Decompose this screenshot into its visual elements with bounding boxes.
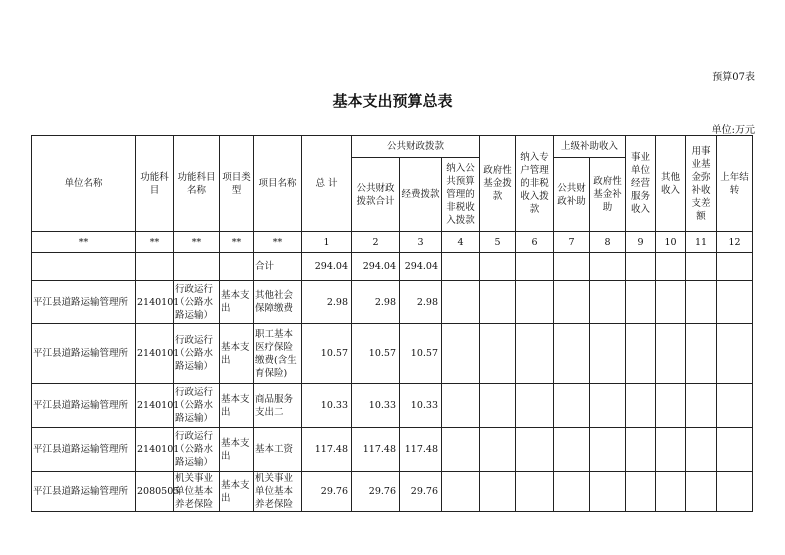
code-cell: 2080505 (136, 472, 174, 512)
total-public-value: 294.04 (352, 253, 400, 281)
index-cell: 3 (400, 232, 442, 253)
unit-cell: 平江县道路运输管理所 (32, 281, 136, 324)
header-unit-name: 单位名称 (32, 136, 136, 232)
total-cell: 10.33 (302, 384, 352, 428)
unit-cell: 平江县道路运输管理所 (32, 428, 136, 472)
public-total-cell: 117.48 (352, 428, 400, 472)
header-special-non-tax: 纳入专户管理的非税收入拨款 (516, 136, 554, 232)
header-func-code: 功能科目 (136, 136, 174, 232)
table-row (32, 281, 753, 324)
header-fund-offset: 用事业基金弥补收支差额 (686, 136, 717, 232)
total-label: 合计 (254, 253, 302, 281)
type-cell: 基本支出 (220, 428, 254, 472)
header-carryover: 上年结转 (717, 136, 753, 232)
index-cell: ** (254, 232, 302, 253)
type-cell: 基本支出 (220, 281, 254, 324)
unit-cell: 平江县道路运输管理所 (32, 324, 136, 384)
table-row (32, 324, 753, 384)
funds-cell: 10.33 (400, 384, 442, 428)
funds-cell: 29.76 (400, 472, 442, 512)
unit-cell: 平江县道路运输管理所 (32, 472, 136, 512)
index-cell: 6 (516, 232, 554, 253)
public-total-cell: 29.76 (352, 472, 400, 512)
public-total-cell: 10.57 (352, 324, 400, 384)
table-row (32, 384, 753, 428)
index-cell: 4 (442, 232, 480, 253)
index-cell: 10 (656, 232, 686, 253)
header-item-name: 项目名称 (254, 136, 302, 232)
index-row (32, 232, 753, 253)
item-cell: 其他社会保障缴费 (254, 281, 302, 324)
code-cell: 2140101 (136, 428, 174, 472)
funds-cell: 10.57 (400, 324, 442, 384)
code-cell: 2140101 (136, 384, 174, 428)
header-public-finance-total: 公共财政拨款合计 (352, 158, 400, 232)
total-cell: 10.57 (302, 324, 352, 384)
func-cell: 行政运行（公路水路运输） (174, 428, 220, 472)
type-cell: 基本支出 (220, 472, 254, 512)
total-value: 294.04 (302, 253, 352, 281)
header-gov-fund-subsidy: 政府性基金补助 (590, 158, 626, 232)
header-public-finance-subsidy: 公共财政补助 (554, 158, 590, 232)
funds-cell: 2.98 (400, 281, 442, 324)
budget-table (31, 135, 753, 512)
item-cell: 机关事业单位基本养老保险 (254, 472, 302, 512)
code-cell: 2140101 (136, 324, 174, 384)
header-item-type: 项目类型 (220, 136, 254, 232)
index-cell: 8 (590, 232, 626, 253)
item-cell: 商品服务支出二 (254, 384, 302, 428)
index-cell: 5 (480, 232, 516, 253)
func-cell: 行政运行（公路水路运输） (174, 384, 220, 428)
header-operating-funds: 经费拨款 (400, 158, 442, 232)
table-row (32, 472, 753, 512)
form-number: 预算07表 (712, 72, 755, 83)
index-cell: 7 (554, 232, 590, 253)
header-row-1 (32, 136, 753, 158)
public-total-cell: 10.33 (352, 384, 400, 428)
total-row (32, 253, 753, 281)
index-cell: 1 (302, 232, 352, 253)
type-cell: 基本支出 (220, 384, 254, 428)
header-superior-subsidy: 上级补助收入 (554, 136, 626, 158)
unit-cell: 平江县道路运输管理所 (32, 384, 136, 428)
func-cell: 机关事业单位基本养老保险 (174, 472, 220, 512)
type-cell: 基本支出 (220, 324, 254, 384)
public-total-cell: 2.98 (352, 281, 400, 324)
header-business-income: 事业单位经营服务收入 (626, 136, 656, 232)
index-cell: 12 (717, 232, 753, 253)
index-cell: 2 (352, 232, 400, 253)
table-row (32, 428, 753, 472)
total-cell: 2.98 (302, 281, 352, 324)
index-cell: ** (220, 232, 254, 253)
page-title: 基本支出预算总表 (332, 92, 453, 110)
index-cell: ** (174, 232, 220, 253)
index-cell: ** (136, 232, 174, 253)
header-gov-fund: 政府性基金拨款 (480, 136, 516, 232)
code-cell: 2140101 (136, 281, 174, 324)
header-non-tax: 纳入公共预算管理的非税收入拨款 (442, 158, 480, 232)
total-funds-value: 294.04 (400, 253, 442, 281)
unit-label: 单位:万元 (711, 125, 755, 136)
header-func-name: 功能科目名称 (174, 136, 220, 232)
item-cell: 职工基本医疗保险缴费(含生育保险) (254, 324, 302, 384)
total-cell: 117.48 (302, 428, 352, 472)
total-cell: 29.76 (302, 472, 352, 512)
item-cell: 基本工资 (254, 428, 302, 472)
funds-cell: 117.48 (400, 428, 442, 472)
func-cell: 行政运行（公路水路运输） (174, 324, 220, 384)
index-cell: ** (32, 232, 136, 253)
header-total: 总 计 (302, 136, 352, 232)
func-cell: 行政运行（公路水路运输） (174, 281, 220, 324)
header-other-income: 其他收入 (656, 136, 686, 232)
index-cell: 11 (686, 232, 717, 253)
header-public-finance: 公共财政拨款 (352, 136, 480, 158)
index-cell: 9 (626, 232, 656, 253)
